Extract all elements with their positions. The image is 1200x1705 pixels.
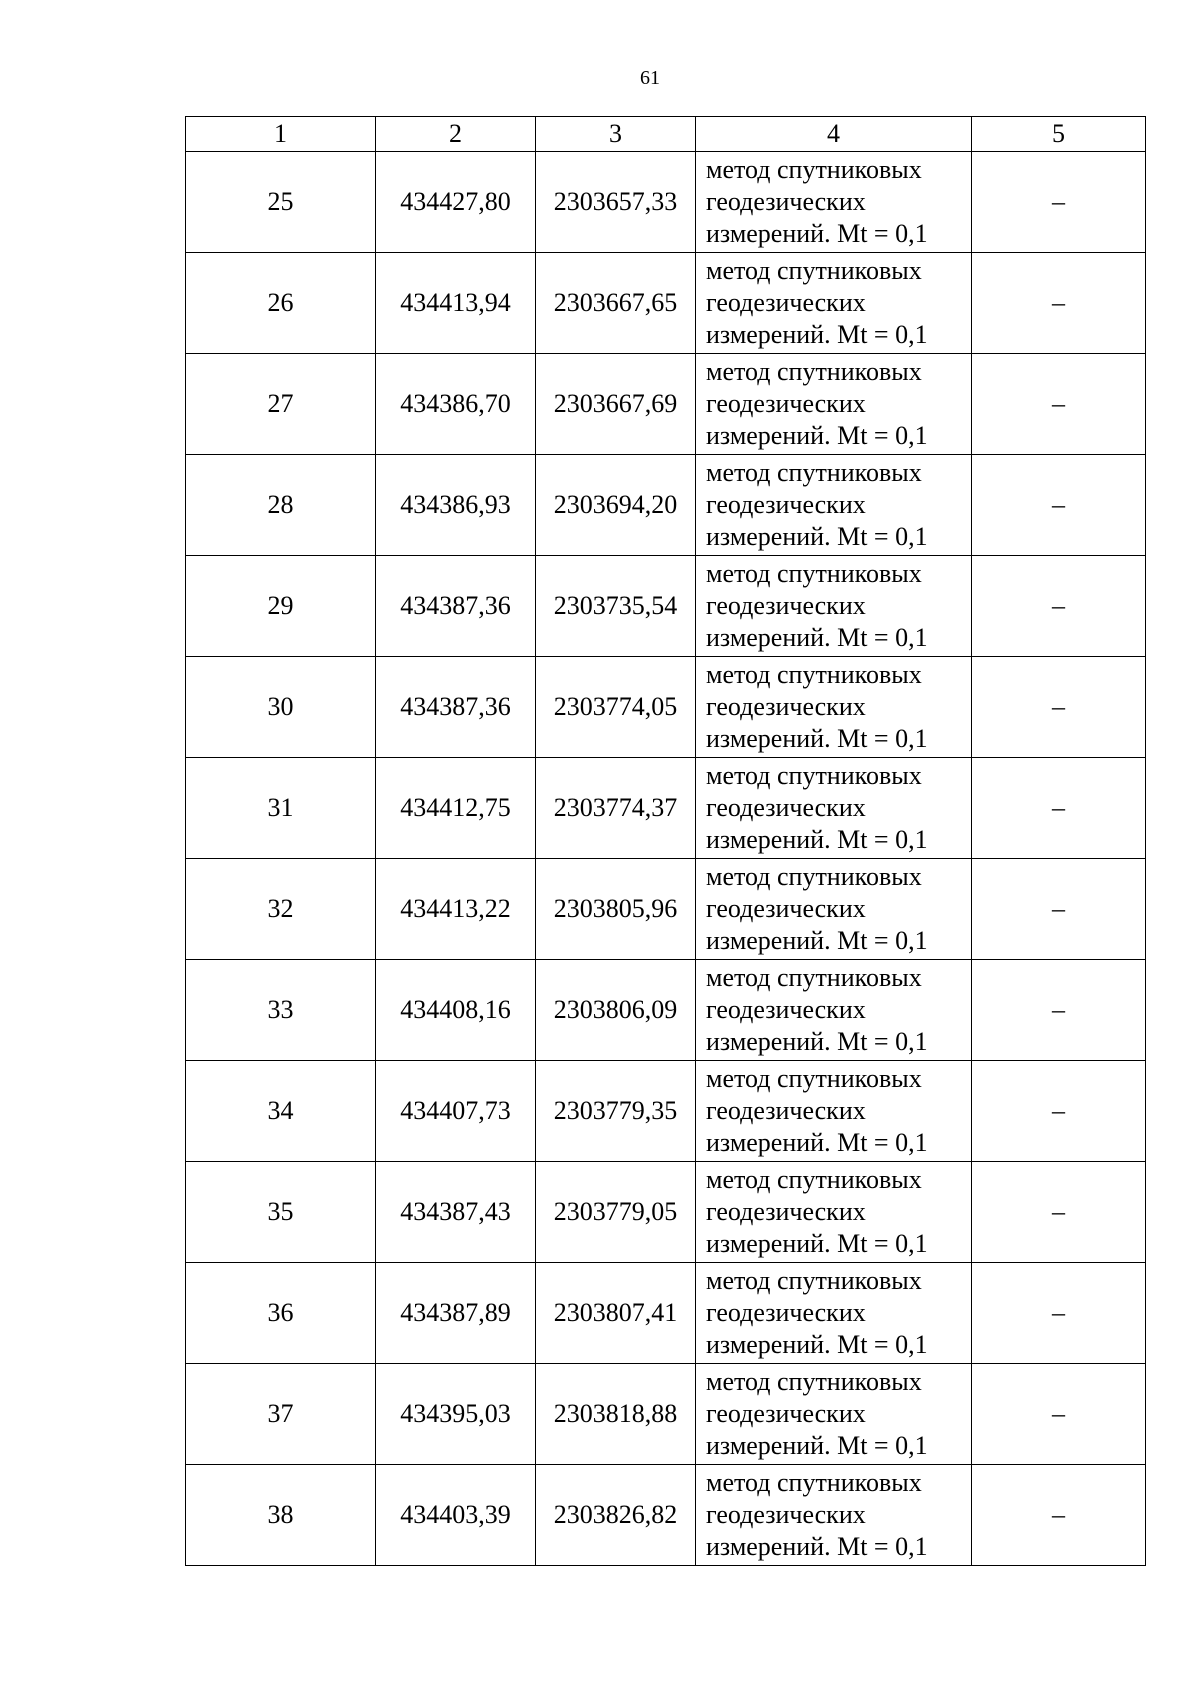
note-cell: – <box>972 354 1146 455</box>
method-cell: метод спутниковых геодезических измерений. Mt = 0,1 <box>696 960 972 1061</box>
method-cell: метод спутниковых геодезических измерений. Mt = 0,1 <box>696 1465 972 1566</box>
table-row <box>186 253 1146 354</box>
method-cell: метод спутниковых геодезических измерений. Mt = 0,1 <box>696 1162 972 1263</box>
note-cell: – <box>972 657 1146 758</box>
note-cell: – <box>972 455 1146 556</box>
note-cell: – <box>972 1364 1146 1465</box>
note-cell: – <box>972 556 1146 657</box>
coordinates-table <box>185 116 1146 1566</box>
note-cell: – <box>972 1263 1146 1364</box>
x-coordinate-cell: 434386,70 <box>376 354 536 455</box>
point-number-cell: 32 <box>186 859 376 960</box>
point-number-cell: 36 <box>186 1263 376 1364</box>
table-row <box>186 657 1146 758</box>
header-col-5: 5 <box>972 117 1146 152</box>
point-number-cell: 29 <box>186 556 376 657</box>
table-row <box>186 758 1146 859</box>
note-cell: – <box>972 960 1146 1061</box>
y-coordinate-cell: 2303807,41 <box>536 1263 696 1364</box>
y-coordinate-cell: 2303779,05 <box>536 1162 696 1263</box>
point-number-cell: 27 <box>186 354 376 455</box>
note-cell: – <box>972 1061 1146 1162</box>
note-cell: – <box>972 859 1146 960</box>
x-coordinate-cell: 434386,93 <box>376 455 536 556</box>
y-coordinate-cell: 2303774,05 <box>536 657 696 758</box>
table-row <box>186 455 1146 556</box>
table-row <box>186 354 1146 455</box>
table-row <box>186 1263 1146 1364</box>
y-coordinate-cell: 2303694,20 <box>536 455 696 556</box>
y-coordinate-cell: 2303779,35 <box>536 1061 696 1162</box>
x-coordinate-cell: 434387,36 <box>376 657 536 758</box>
method-cell: метод спутниковых геодезических измерений. Mt = 0,1 <box>696 758 972 859</box>
y-coordinate-cell: 2303806,09 <box>536 960 696 1061</box>
note-cell: – <box>972 253 1146 354</box>
method-cell: метод спутниковых геодезических измерений. Mt = 0,1 <box>696 556 972 657</box>
y-coordinate-cell: 2303774,37 <box>536 758 696 859</box>
x-coordinate-cell: 434413,94 <box>376 253 536 354</box>
method-cell: метод спутниковых геодезических измерений. Mt = 0,1 <box>696 1364 972 1465</box>
point-number-cell: 25 <box>186 152 376 253</box>
table-row <box>186 960 1146 1061</box>
x-coordinate-cell: 434407,73 <box>376 1061 536 1162</box>
point-number-cell: 37 <box>186 1364 376 1465</box>
page-number: 61 <box>640 67 660 89</box>
table-row <box>186 859 1146 960</box>
note-cell: – <box>972 152 1146 253</box>
method-cell: метод спутниковых геодезических измерений. Mt = 0,1 <box>696 354 972 455</box>
x-coordinate-cell: 434387,43 <box>376 1162 536 1263</box>
method-cell: метод спутниковых геодезических измерений. Mt = 0,1 <box>696 1263 972 1364</box>
point-number-cell: 31 <box>186 758 376 859</box>
method-cell: метод спутниковых геодезических измерений. Mt = 0,1 <box>696 657 972 758</box>
x-coordinate-cell: 434395,03 <box>376 1364 536 1465</box>
table-row <box>186 1162 1146 1263</box>
note-cell: – <box>972 1162 1146 1263</box>
x-coordinate-cell: 434412,75 <box>376 758 536 859</box>
point-number-cell: 34 <box>186 1061 376 1162</box>
x-coordinate-cell: 434387,89 <box>376 1263 536 1364</box>
table-row <box>186 1465 1146 1566</box>
point-number-cell: 30 <box>186 657 376 758</box>
y-coordinate-cell: 2303818,88 <box>536 1364 696 1465</box>
table-row <box>186 556 1146 657</box>
table-header-row <box>186 117 1146 152</box>
point-number-cell: 35 <box>186 1162 376 1263</box>
header-col-3: 3 <box>536 117 696 152</box>
method-cell: метод спутниковых геодезических измерений. Mt = 0,1 <box>696 253 972 354</box>
y-coordinate-cell: 2303826,82 <box>536 1465 696 1566</box>
point-number-cell: 28 <box>186 455 376 556</box>
table-row <box>186 1364 1146 1465</box>
header-col-2: 2 <box>376 117 536 152</box>
x-coordinate-cell: 434427,80 <box>376 152 536 253</box>
header-col-1: 1 <box>186 117 376 152</box>
table-body <box>186 152 1146 1566</box>
note-cell: – <box>972 1465 1146 1566</box>
y-coordinate-cell: 2303805,96 <box>536 859 696 960</box>
y-coordinate-cell: 2303735,54 <box>536 556 696 657</box>
x-coordinate-cell: 434413,22 <box>376 859 536 960</box>
method-cell: метод спутниковых геодезических измерений. Mt = 0,1 <box>696 152 972 253</box>
header-col-4: 4 <box>696 117 972 152</box>
x-coordinate-cell: 434408,16 <box>376 960 536 1061</box>
method-cell: метод спутниковых геодезических измерений. Mt = 0,1 <box>696 1061 972 1162</box>
y-coordinate-cell: 2303667,69 <box>536 354 696 455</box>
method-cell: метод спутниковых геодезических измерений. Mt = 0,1 <box>696 455 972 556</box>
point-number-cell: 33 <box>186 960 376 1061</box>
method-cell: метод спутниковых геодезических измерений. Mt = 0,1 <box>696 859 972 960</box>
x-coordinate-cell: 434387,36 <box>376 556 536 657</box>
point-number-cell: 38 <box>186 1465 376 1566</box>
table-row <box>186 1061 1146 1162</box>
point-number-cell: 26 <box>186 253 376 354</box>
y-coordinate-cell: 2303667,65 <box>536 253 696 354</box>
y-coordinate-cell: 2303657,33 <box>536 152 696 253</box>
x-coordinate-cell: 434403,39 <box>376 1465 536 1566</box>
table-row <box>186 152 1146 253</box>
note-cell: – <box>972 758 1146 859</box>
